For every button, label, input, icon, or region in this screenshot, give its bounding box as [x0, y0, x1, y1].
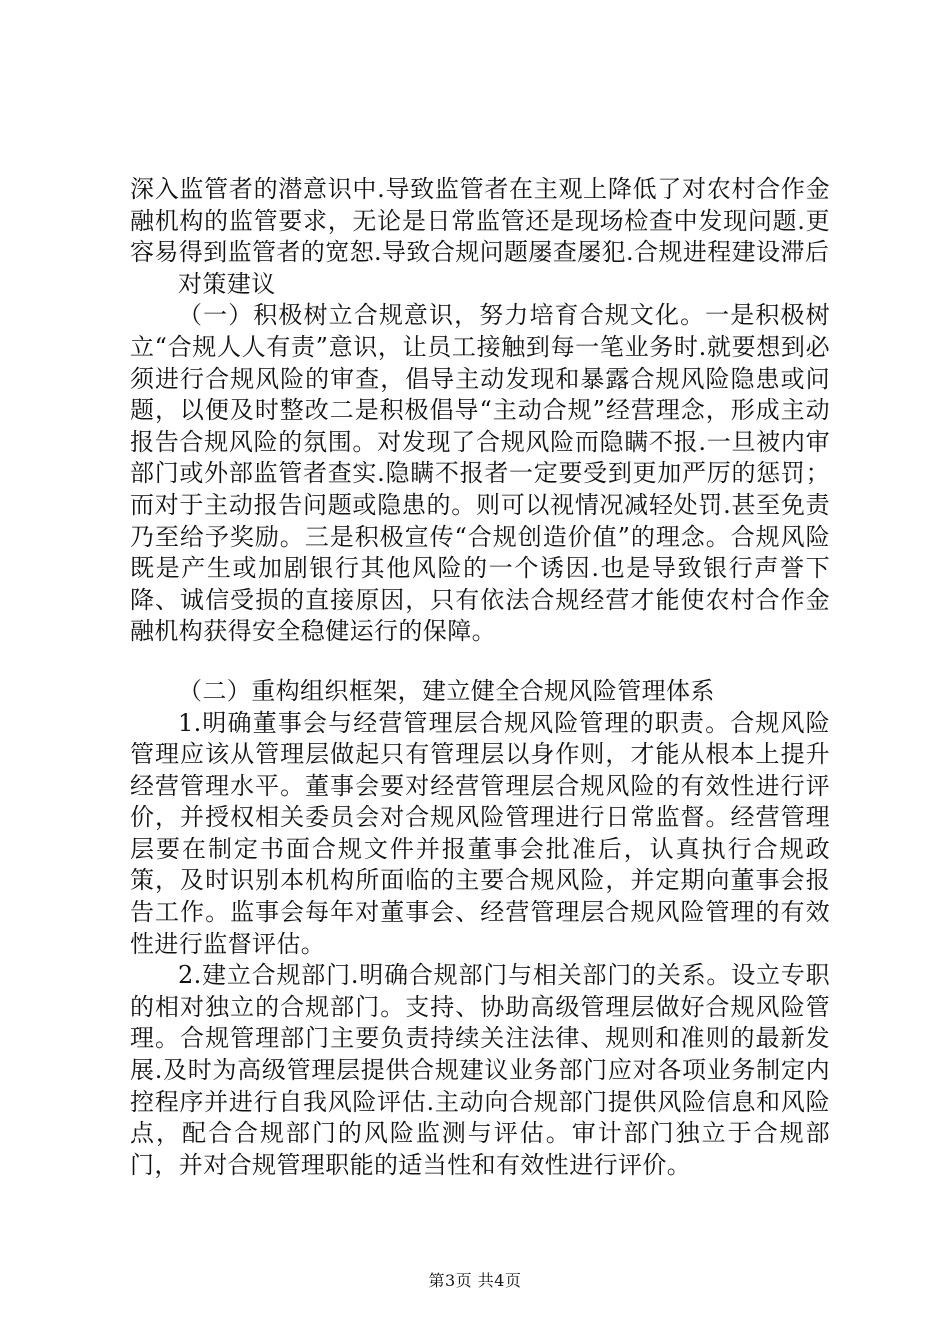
document-body	[130, 174, 830, 1181]
section-heading-countermeasures: 对策建议	[178, 269, 276, 298]
paragraph-gap	[130, 648, 830, 676]
page-footer: 第3页 共4页	[428, 1271, 522, 1290]
paragraph-continuation: 深入监管者的潜意识中.导致监管者在主观上降低了对农村合作金融机构的监管要求，无论是日常监管还是现场检查中发现问题.更容易得到监管者的宽恕.导致合规问题屡查屡犯.合规进程建设滞后	[130, 175, 830, 267]
paragraph-compliance-department: 2.建立合规部门.明确合规部门与相关部门的关系。设立专职的相对独立的合规部门。支持、协助高级管理层做好合规风险管理。合规管理部门主要负责持续关注法律、规则和准则的最新发展.及时为高级管理层提供合规建议业务部门应对各项业务制定内控程序并进行自我风险评估.主动向合规部门提供风险信息和风险点，配合合规部门的风险监测与评估。审计部门独立于合规部门，并对合规管理职能的适当性和有效性进行评价。	[130, 961, 830, 1179]
paragraph-compliance-culture: （一）积极树立合规意识，努力培育合规文化。一是积极树立“合规人人有责”意识，让员工接触到每一笔业务时.就要想到必须进行合规风险的审查，倡导主动发现和暴露合规风险隐患或问题，以便及时整改二是积极倡导“主动合规”经营理念，形成主动报告合规风险的氛围。对发现了合规风险而隐瞒不报.一旦被内审部门或外部监管者查实.隐瞒不报者一定要受到更加严厉的惩罚；而对于主动报告问题或隐患的。则可以视情况减轻处罚.甚至免责乃至给予奖励。三是积极宣传“合规创造价值”的理念。合规风险既是产生或加剧银行其他风险的一个诱因.也是导致银行声誉下降、诚信受损的直接原因，只有依法合规经营才能使农村合作金融机构获得安全稳健运行的保障。	[130, 301, 830, 646]
paragraph-board-responsibility: 1.明确董事会与经营管理层合规风险管理的职责。合规风险管理应该从管理层做起只有管理层以身作则，才能从根本上提升经营管理水平。董事会要对经营管理层合规风险的有效性进行评价，并授权相关委员会对合规风险管理进行日常监督。经营管理层要在制定书面合规文件并报董事会批准后，认真执行合规政策，及时识别本机构所面临的主要合规风险，并定期向董事会报告工作。监事会每年对董事会、经营管理层合规风险管理的有效性进行监督评估。	[130, 708, 830, 958]
section-heading-framework: （二）重构组织框架，建立健全合规风险管理体系	[178, 676, 715, 705]
